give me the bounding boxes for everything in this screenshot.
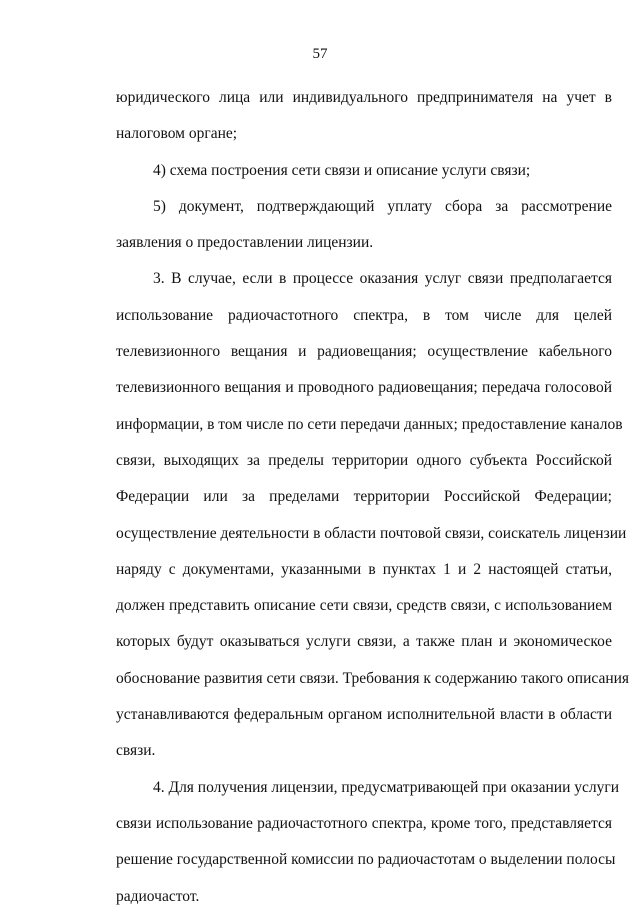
- document-body: [116, 80, 630, 915]
- text-line: которых будут оказываться услуги связи, а также план и экономическое: [116, 633, 612, 651]
- text-line: налоговом органе;: [116, 125, 238, 143]
- text-line: обоснование развития сети связи. Требования к содержанию такого описания: [116, 669, 630, 687]
- text-line: радиочастот.: [116, 887, 200, 905]
- text-line: Федерации или за пределами территории Российской Федерации;: [116, 488, 612, 506]
- text-line: решение государственной комиссии по радиочастотам о выделении полосы: [116, 851, 616, 869]
- text-line: использование радиочастотного спектра, в том числе для целей: [116, 306, 612, 324]
- text-line: 3. В случае, если в процессе оказания услуг связи предполагается: [153, 270, 612, 288]
- text-line: связи.: [116, 742, 156, 760]
- text-line: юридического лица или индивидуального предпринимателя на учет в: [116, 89, 612, 106]
- text-line: информации, в том числе по сети передачи данных; предоставление каналов: [116, 415, 623, 433]
- text-line: должен представить описание сети связи, средств связи, с использованием: [116, 597, 612, 615]
- text-line: 5) документ, подтверждающий уплату сбора за рассмотрение: [153, 197, 612, 215]
- text-line: связи, выходящих за пределы территории одного субъекта Российской: [116, 451, 612, 469]
- text-line: 4. Для получения лицензии, предусматривающей при оказании услуги: [153, 778, 620, 796]
- text-line: заявления о предоставлении лицензии.: [116, 234, 374, 252]
- text-line: устанавливаются федеральным органом исполнительной власти в области: [116, 706, 612, 724]
- text-line: осуществление деятельности в области почтовой связи, соискатель лицензии: [116, 524, 627, 542]
- page-number: 57: [312, 46, 328, 62]
- text-line: связи использование радиочастотного спектра, кроме того, представляется: [116, 814, 612, 832]
- text-line: наряду с документами, указанными в пунктах 1 и 2 настоящей статьи,: [116, 560, 612, 578]
- text-line: телевизионного вещания и проводного радиовещания; передача голосовой: [116, 379, 612, 397]
- text-line: 4) схема построения сети связи и описание услуги связи;: [153, 161, 531, 179]
- text-line: телевизионного вещания и радиовещания; осуществление кабельного: [116, 343, 612, 361]
